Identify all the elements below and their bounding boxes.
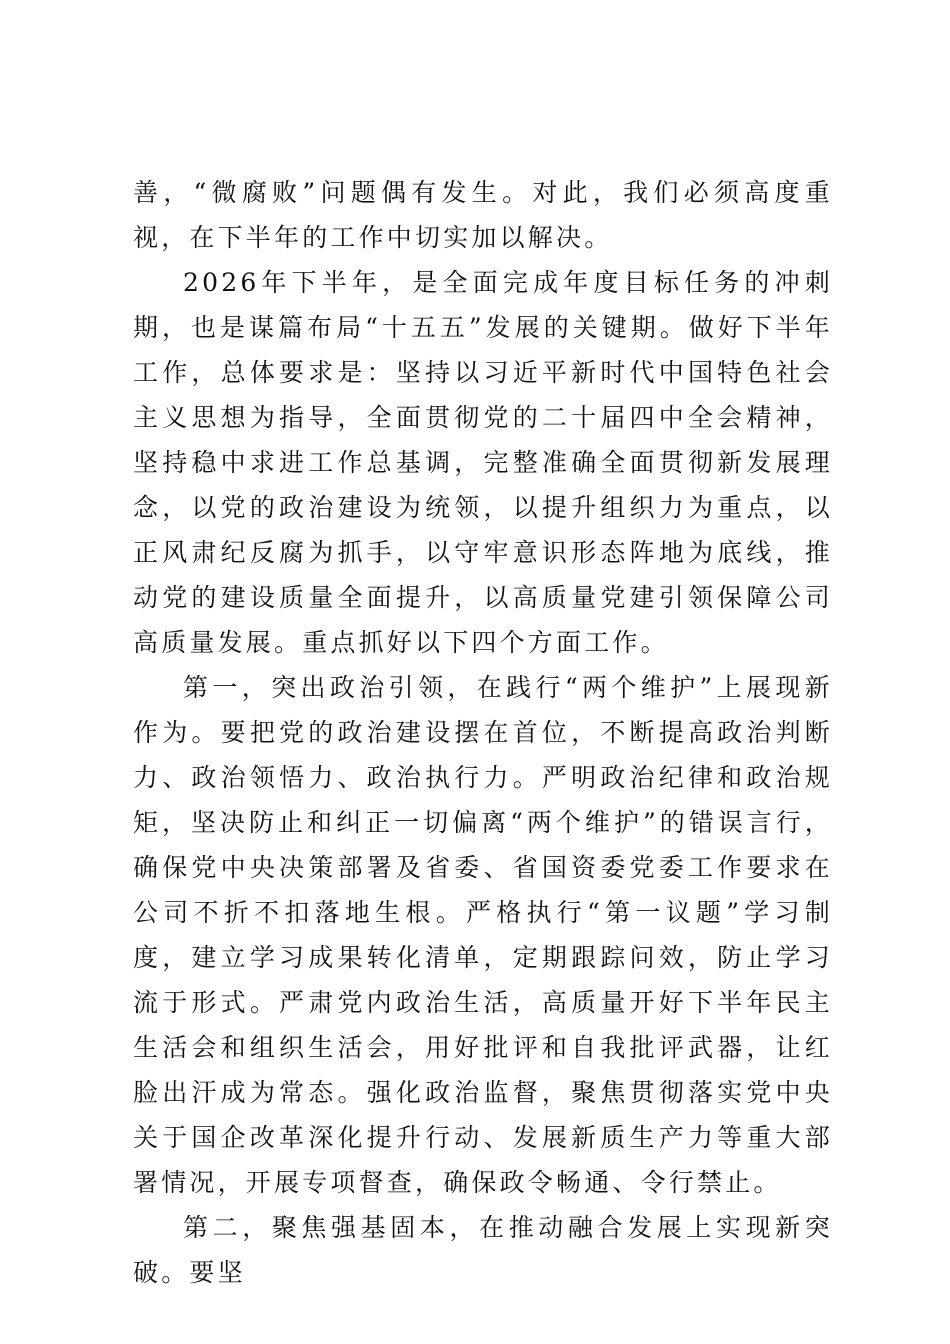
paragraph-1: 善，“微腐败”问题偶有发生。对此，我们必须高度重视，在下半年的工作中切实加以解决。 <box>133 178 833 252</box>
document-body <box>133 170 833 1295</box>
paragraph-4: 第二，聚焦强基固本，在推动融合发展上实现新突破。要坚 <box>133 1213 833 1287</box>
paragraph-3: 第一，突出政治引领，在践行“两个维护”上展现新作为。要把党的政治建设摆在首位，不断提高政治判断力、政治领悟力、政治执行力。严明政治纪律和政治规矩，坚决防止和纠正一切偏离“两个维护”的错误言行，确保党中央决策部署及省委、省国资委党委工作要求在公司不折不扣落地生根。严格执行“第一议题”学习制度，建立学习成果转化清单，定期跟踪问效，防止学习流于形式。严肃党内政治生活，高质量开好下半年民主生活会和组织生活会，用好批评和自我批评武器，让红脸出汗成为常态。强化政治监督，聚焦贯彻落实党中央关于国企改革深化提升行动、发展新质生产力等重大部署情况，开展专项督查，确保政令畅通、令行禁止。 <box>133 673 833 1197</box>
paragraph-2: 2026年下半年，是全面完成年度目标任务的冲刺期，也是谋篇布局“十五五”发展的关键期。做好下半年工作，总体要求是：坚持以习近平新时代中国特色社会主义思想为指导，全面贯彻党的二十届四中全会精神，坚持稳中求进工作总基调，完整准确全面贯彻新发展理念，以党的政治建设为统领，以提升组织力为重点，以正风肃纪反腐为抓手，以守牢意识形态阵地为底线，推动党的建设质量全面提升，以高质量党建引领保障公司高质量发展。重点抓好以下四个方面工作。 <box>133 268 833 657</box>
